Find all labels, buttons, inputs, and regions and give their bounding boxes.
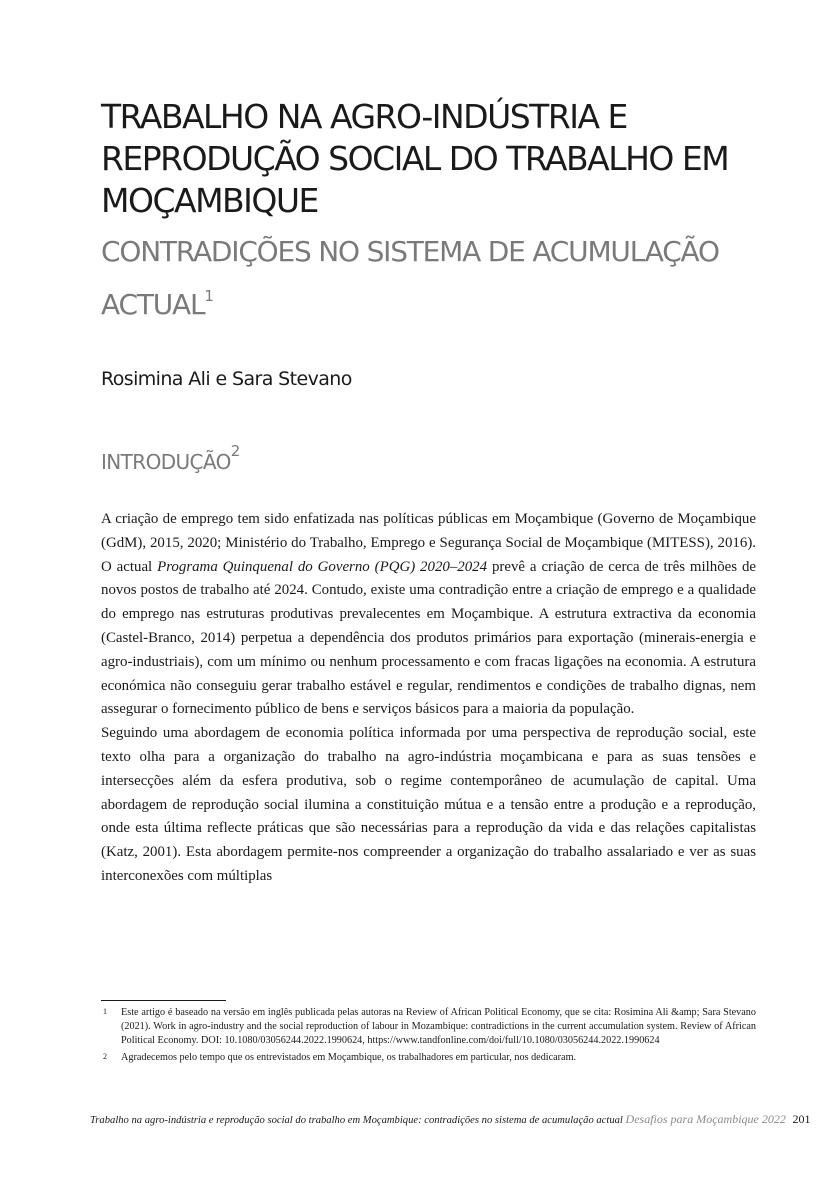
section-heading <box>101 442 240 474</box>
article-title: TRABALHO NA AGRO-INDÚSTRIA E REPRODUÇÃO SOCIAL DO TRABALHO EM MOÇAMBIQUE <box>101 97 729 220</box>
footnote-ref-2[interactable]: 2 <box>230 442 241 460</box>
article-subtitle <box>101 230 781 327</box>
paragraph-2: Seguindo uma abordagem de economia política informada por uma perspectiva de reprodução social, este texto olha para a organização do trabalho na agro-indústria moçambicana e para as suas tensões e intersecções além da esfera produtiva, sob o regime contemporâneo de acumulação de capital. Uma abordagem de reprodução social ilumina a constituição mútua e a tensão entre a produção e a reprodução, onde esta última reflecte práticas que são necessárias para a reprodução da vida e das relações capitalistas (Katz, 2001). Esta abordagem permite-nos compreender a organização do trabalho assalariado e ver as suas interconexões com múltiplas <box>101 725 756 884</box>
paragraph-1 <box>101 508 756 722</box>
page-footer <box>90 1112 811 1127</box>
page-number: 201 <box>792 1112 811 1126</box>
authors: Rosimina Ali e Sara Stevano <box>101 368 352 390</box>
journal-title: Desafios para Moçambique 2022 <box>625 1112 786 1126</box>
section-heading-text: INTRODUÇÃO <box>101 450 231 474</box>
paragraph-1-part-b: prevê a criação de cerca de três milhões de novos postos de trabalho até 2024. Contudo, existe uma contradição entre a criação de emprego e a qualidade do emprego nas estruturas produtivas prevalecentes em Moçambique. A estrutura extractiva da economia (Castel-Branco, 2014) perpetua a dependência dos produtos primários para exportação (minerais-energia e agro-industriais), com um mínimo ou nenhum processamento e com fracas ligações na economia. A estrutura económica não conseguiu gerar trabalho estável e regular, rendimentos e condições de trabalho dignas, nem assegurar o fornecimento público de bens e serviços básicos para a maioria da população. <box>101 558 756 718</box>
program-title: Programa Quinquenal do Governo (PQG) 2020–2024 <box>157 558 488 575</box>
footnote-1 <box>101 1006 756 1047</box>
footnote-divider <box>101 1000 226 1001</box>
body-text <box>101 508 756 889</box>
running-title: Trabalho na agro-indústria e reprodução social do trabalho em Moçambique: contradições no sistema de acumulação actual <box>90 1115 623 1126</box>
footnote-text: Este artigo é baseado na versão em inglês publicada pelas autoras na Review of African Political Economy, que se cita: Rosimina Ali &amp; Sara Stevano (2021). Work in agro-industry and the social reproduction of labour in Mozambique: contradictions in the current accumulation system. Review of African Political Economy. DOI: 10.1080/03056244.2022.1990624, https://www.tandfonline.com/doi/full/10.1080/03056244.2022.1990624 <box>121 1007 756 1046</box>
footnote-number: 1 <box>103 1007 107 1016</box>
footnote-2 <box>101 1051 756 1065</box>
subtitle-text: CONTRADIÇÕES NO SISTEMA DE ACUMULAÇÃO ACTUAL <box>101 235 719 321</box>
footnote-text: Agradecemos pelo tempo que os entrevistados em Moçambique, os trabalhadores em particular, nos dedicaram. <box>121 1052 577 1064</box>
paragraph-1-part-a: A criação de emprego tem sido enfatizada nas políticas públicas em Moçambique (Governo de Moçambique (GdM), 2015, 2020; Ministério do Trabalho, Emprego e Segurança Social de Moçambique (MITESS), 2016). O actual <box>101 511 756 575</box>
footnotes <box>101 1006 756 1069</box>
footnote-number: 2 <box>103 1052 107 1062</box>
footnote-ref-1[interactable]: 1 <box>204 287 214 305</box>
